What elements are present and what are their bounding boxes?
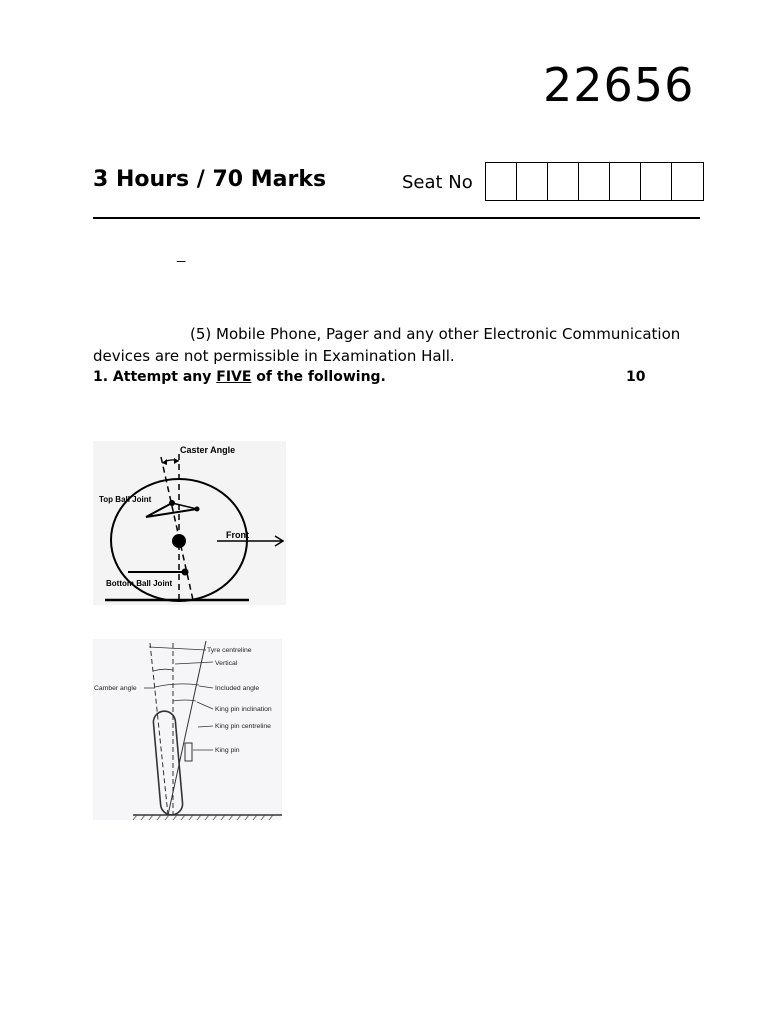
header-divider — [93, 217, 700, 219]
question-1-suffix: of the following. — [251, 369, 386, 385]
king-pin-label: King pin — [215, 747, 240, 754]
front-label: Front — [226, 530, 249, 540]
seat-box — [579, 163, 610, 200]
camber-kingpin-diagram — [93, 639, 282, 820]
seat-box — [486, 163, 517, 200]
caster-angle-diagram — [93, 441, 286, 605]
instruction-5 — [93, 323, 703, 367]
kpi-arc — [173, 700, 196, 701]
leader-line — [175, 662, 213, 664]
instruction-number: (5) — [190, 325, 212, 343]
top-ball-joint-label: Top Ball Joint — [99, 495, 152, 504]
seat-box — [548, 163, 579, 200]
king-pin-centreline — [168, 641, 206, 815]
upper-arm — [172, 503, 197, 509]
included-angle-label: Included angle — [215, 685, 260, 692]
question-1-heading — [93, 369, 386, 385]
vertical-label: Vertical — [215, 660, 238, 667]
king-pin-inclination-label: King pin inclination — [215, 706, 272, 713]
seat-box — [641, 163, 672, 200]
paper-code: 22656 — [543, 58, 695, 112]
seat-no-label: Seat No — [402, 172, 473, 193]
question-1-emphasis: FIVE — [216, 369, 252, 385]
question-1-prefix: 1. Attempt any — [93, 369, 217, 385]
top-ball-joint — [195, 507, 200, 512]
camber-angle-label: Camber angle — [94, 685, 137, 692]
king-pin-centreline-label: King pin centreline — [215, 723, 271, 730]
seat-number-boxes — [485, 162, 704, 201]
king-pin — [185, 743, 192, 761]
camber-kingpin-figure — [93, 639, 282, 820]
tyre-outline — [153, 710, 184, 816]
angle-arc — [153, 669, 173, 671]
seat-box — [517, 163, 548, 200]
tyre-centreline-label: Tyre centreline — [207, 647, 252, 654]
wheel-hub — [172, 534, 186, 548]
leader-line — [199, 686, 213, 688]
included-angle-arc — [155, 684, 199, 687]
bottom-ball-joint — [182, 569, 189, 576]
caster-angle-figure — [93, 441, 286, 605]
bottom-ball-joint-label: Bottom Ball Joint — [106, 579, 173, 588]
seat-box — [672, 163, 703, 200]
question-1-marks: 10 — [626, 369, 646, 385]
leader-line — [149, 647, 206, 650]
leader-line — [197, 702, 213, 709]
duration-marks: 3 Hours / 70 Marks — [93, 167, 327, 192]
dash-mark: _ — [177, 246, 186, 263]
leader-line — [198, 726, 213, 727]
instruction-text: Mobile Phone, Pager and any other Electronic Communication devices are not permissible in Examination Hall. — [93, 325, 681, 365]
seat-box — [610, 163, 641, 200]
caster-angle-label: Caster Angle — [180, 445, 236, 455]
top-ball-joint — [169, 500, 175, 506]
